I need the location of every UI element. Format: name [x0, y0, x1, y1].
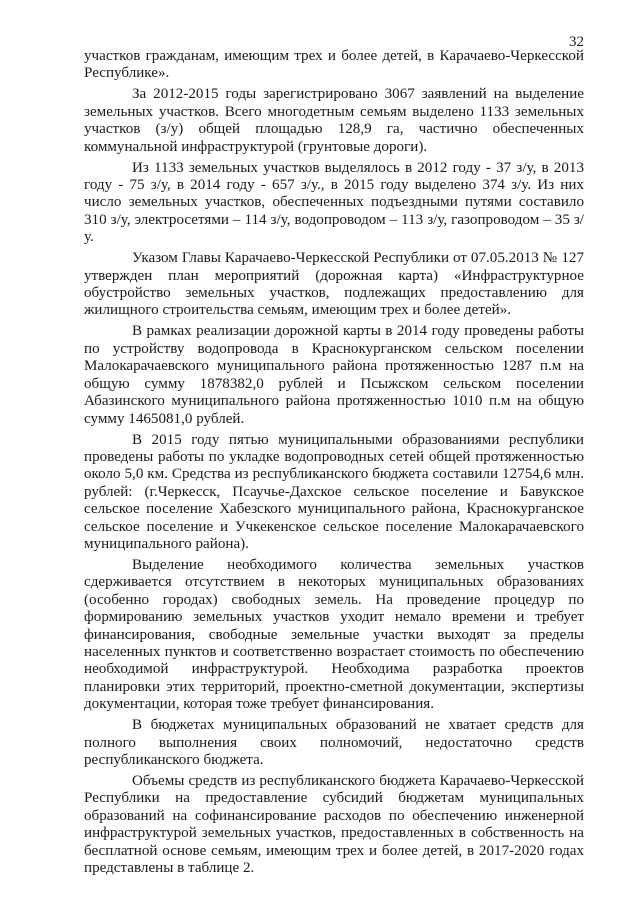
- paragraph-8: В бюджетах муниципальных образований не хватает средств для полного выполнения своих полномочий, недостаточно средств республиканского бюджета.: [84, 717, 584, 768]
- paragraph-3: Из 1133 земельных участков выделялось в 2012 году - 37 з/у, в 2013 году - 75 з/у, в 2014 году - 657 з/у., в 2015 году выделено 374 з/у. Из них число земельных участков, обеспеченных подъездными путями составило 310 з/у, электросетями – 114 з/у, водопроводом – 113 з/у, газопроводом – 35 з/у.: [84, 159, 584, 246]
- paragraph-9: Объемы средств из республиканского бюджета Карачаево-Черкесской Республики на предоставление субсидий бюджетам муниципальных образований на софинансирование расходов по обеспечению инженерной инфраструктурой земельных участков, предоставленных в собственность на бесплатной основе семьям, имеющим трех и более детей, в 2017-2020 годах представлены в таблице 2.: [84, 773, 584, 877]
- page-number: 32: [569, 34, 584, 50]
- paragraph-6: В 2015 году пятью муниципальными образованиями республики проведены работы по укладке водопроводных сетей общей протяженностью около 5,0 км. Средства из республиканского бюджета составили 12754,6 млн. рублей: (г.Черкесск, Псаучье-Дахское сельское поселение и Бавукское сельское поселение Хабезского муниципального района, Краснокурганское сельское поселение и Учкекенское сельское поселение Малокарачаевского муниципального района).: [84, 431, 584, 552]
- document-body: [84, 48, 584, 881]
- paragraph-7: Выделение необходимого количества земельных участков сдерживается отсутствием в некоторых муниципальных образованиях (особенно городах) свободных земель. На проведение процедур по формированию земельных участков уходит немало времени и требует финансирования, свободные земельные участки выходят за пределы населенных пунктов и соответственно возрастает стоимость по обеспечению необходимой инфраструктурой. Необходима разработка проектов планировки этих территорий, проектно-сметной документации, экспертизы документации, которая тоже требует финансирования.: [84, 556, 584, 713]
- paragraph-5: В рамках реализации дорожной карты в 2014 году проведены работы по устройству водопровода в Краснокурганском сельском поселении Малокарачаевского муниципального района протяженностью 1287 п.м на общую сумму 1878382,0 рублей и Псыжском сельском поселении Абазинского муниципального района протяженностью 1010 п.м на общую сумму 1465081,0 рублей.: [84, 323, 584, 427]
- paragraph-1: участков гражданам, имеющим трех и более детей, в Карачаево-Черкесской Республике».: [84, 48, 584, 82]
- paragraph-2: За 2012-2015 годы зарегистрировано 3067 заявлений на выделение земельных участков. Всего многодетным семьям выделено 1133 земельных участков (з/у) общей площадью 128,9 га, частично обеспеченных коммунальной инфраструктурой (грунтовые дороги).: [84, 86, 584, 155]
- paragraph-4: Указом Главы Карачаево-Черкесской Республики от 07.05.2013 № 127 утвержден план мероприятий (дорожная карта) «Инфраструктурное обустройство земельных участков, подлежащих предоставлению для жилищного строительства семьям, имеющим трех и более детей».: [84, 250, 584, 319]
